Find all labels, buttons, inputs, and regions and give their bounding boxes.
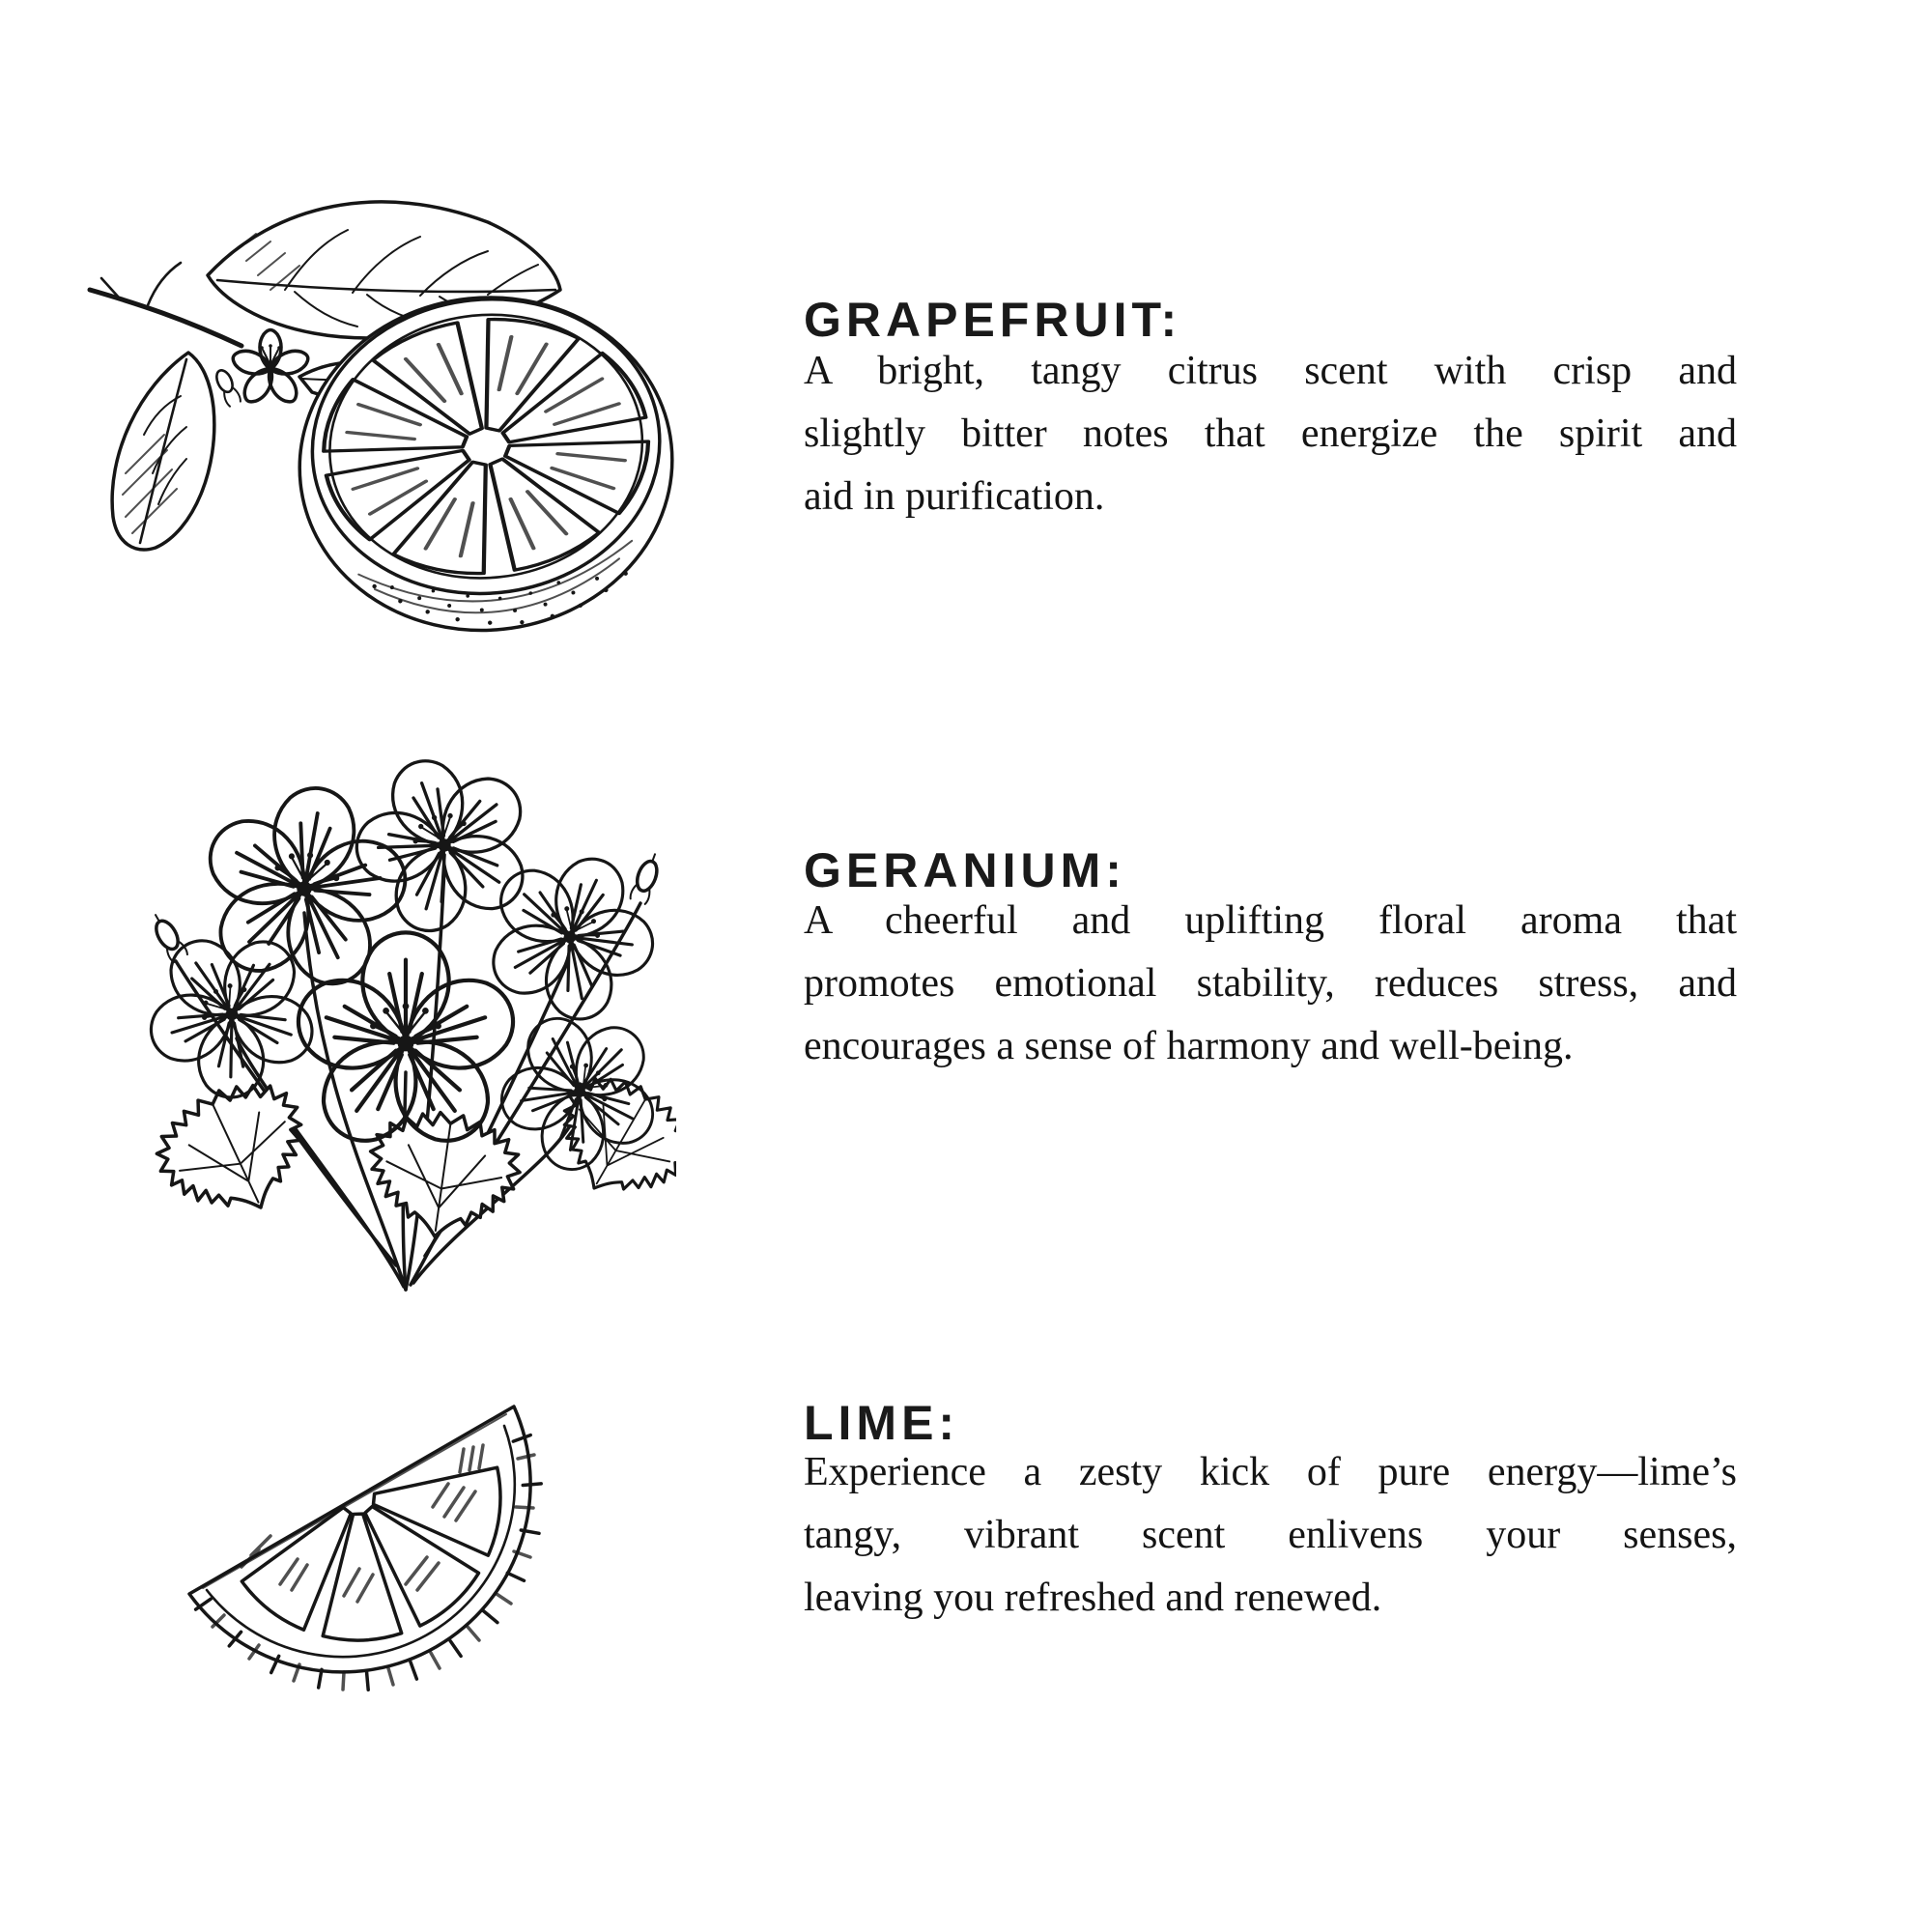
geranium-description: [804, 890, 1737, 1078]
geranium-description-line-2: promotes emotional stability, reduces stress, and: [804, 961, 1737, 1006]
grapefruit-illustration: [72, 145, 710, 647]
grapefruit-heading: GRAPEFRUIT:: [804, 293, 1182, 347]
lime-illustration: [174, 1391, 628, 1719]
grapefruit-description-line-3: aid in purification.: [804, 474, 1105, 519]
grapefruit-description-line-1: A bright, tangy citrus scent with crisp and: [804, 349, 1737, 393]
lime-description-line-1: Experience a zesty kick of pure energy—lime’s: [804, 1450, 1737, 1494]
geranium-description-line-1: A cheerful and uplifting floral aroma that: [804, 898, 1737, 943]
lime-description: [804, 1441, 1737, 1630]
lime-description-line-2: tangy, vibrant scent enlivens your senses,: [804, 1513, 1737, 1557]
grapefruit-description-line-2: slightly bitter notes that energize the spirit and: [804, 412, 1737, 456]
geranium-illustration: [116, 753, 676, 1294]
lime-description-line-3: leaving you refreshed and renewed.: [804, 1576, 1382, 1620]
grapefruit-description: [804, 340, 1737, 528]
geranium-heading: GERANIUM:: [804, 843, 1126, 897]
lime-heading: LIME:: [804, 1396, 960, 1450]
geranium-description-line-3: encourages a sense of harmony and well-being.: [804, 1024, 1574, 1068]
